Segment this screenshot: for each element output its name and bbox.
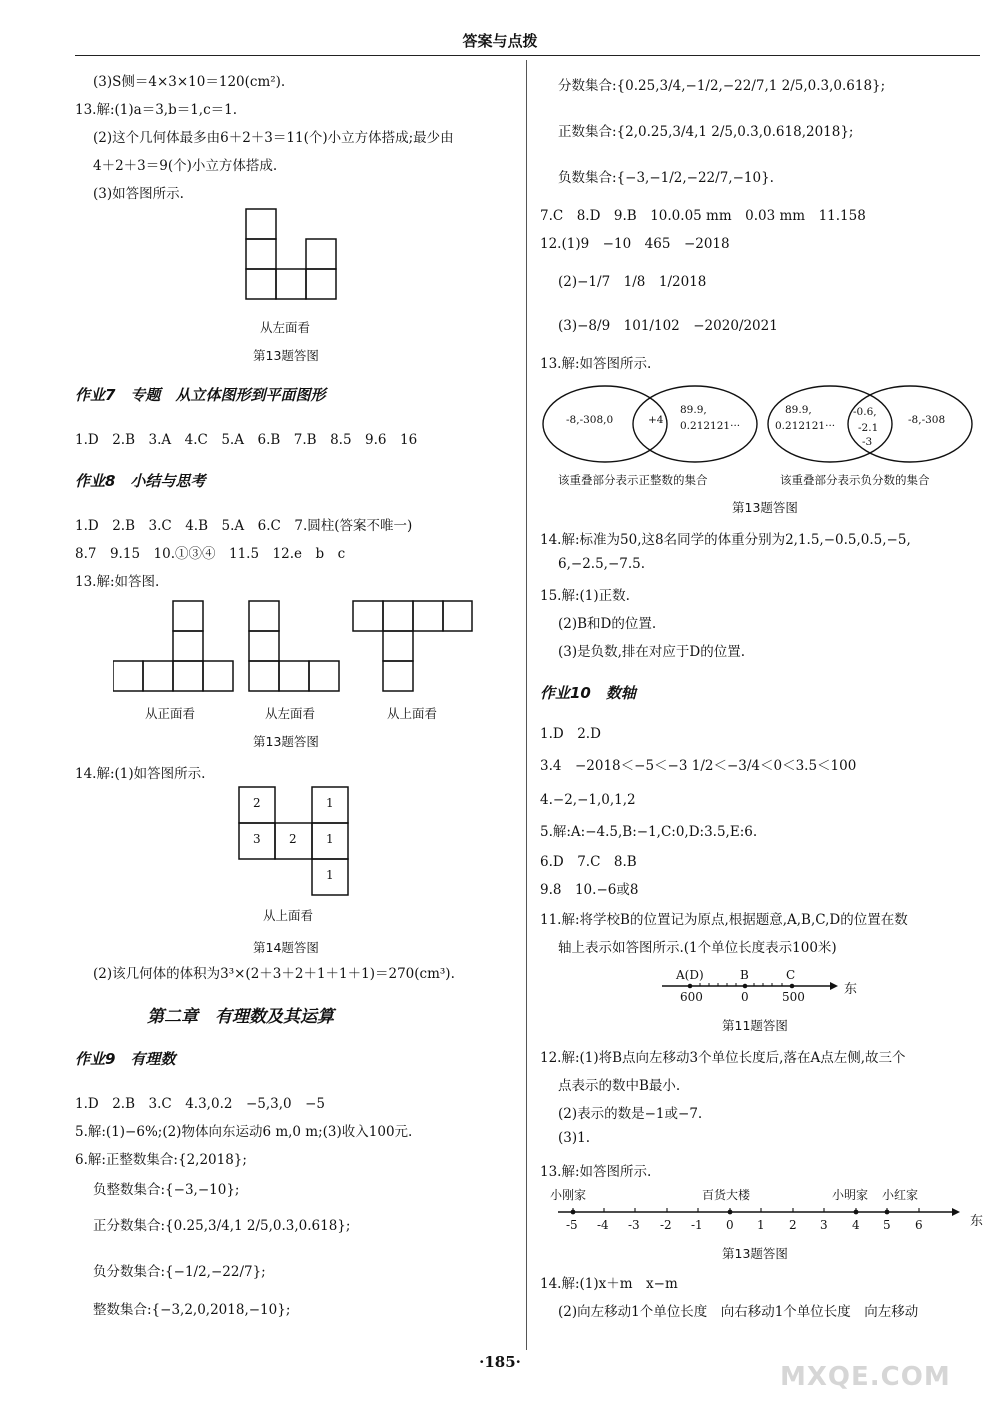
axis-tick-label: 2 xyxy=(789,1218,797,1232)
section-title: 作业7 专题 从立体图形到平面图形 xyxy=(75,386,326,404)
axis-point-label: A(D) xyxy=(676,968,704,982)
section-title: 作业10 数轴 xyxy=(540,684,636,702)
answer-line: 7.C 8.D 9.B 10.0.05 mm 0.03 mm 11.158 xyxy=(540,208,866,224)
axis-point-label: 小红家 xyxy=(882,1188,919,1202)
number-line-2 xyxy=(550,1184,990,1244)
figure-label: 从上面看 xyxy=(263,908,314,923)
cell-number: 2 xyxy=(289,832,297,846)
figure-label: 从正面看 xyxy=(145,706,196,721)
answer-line: 整数集合:{−3,2,0,2018,−10}; xyxy=(93,1302,291,1318)
text-line: 13.解:(1)a＝3,b＝1,c＝1. xyxy=(75,102,238,118)
figure-caption: 第13题答图 xyxy=(732,500,798,515)
answer-line: 4.−2,−1,0,1,2 xyxy=(540,792,636,808)
venn-text: -8,-308 xyxy=(908,414,946,426)
header-rule xyxy=(75,55,980,56)
axis-tick-label: 6 xyxy=(915,1218,923,1232)
answer-line: 14.解:标准为50,这8名同学的体重分别为2,1.5,−0.5,0.5,−5, xyxy=(540,532,911,548)
axis-tick-label: 3 xyxy=(820,1218,828,1232)
cell-number: 1 xyxy=(326,868,334,882)
chapter-title: 第二章 有理数及其运算 xyxy=(147,1007,334,1027)
answer-line: (3)是负数,排在对应于D的位置. xyxy=(558,644,746,660)
venn-text: 0.212121··· xyxy=(680,420,741,432)
axis-tick-label: -1 xyxy=(691,1218,703,1232)
answer-line: 12.(1)9 −10 465 −2018 xyxy=(540,236,730,252)
venn-text: -2.1 xyxy=(858,422,879,434)
axis-direction: 东 xyxy=(844,982,858,997)
left-view-figure xyxy=(245,208,345,300)
answer-line: 13.解:如答图. xyxy=(75,574,160,590)
section-title: 作业8 小结与思考 xyxy=(75,472,206,490)
page-number: ·185· xyxy=(479,1353,521,1371)
axis-tick-label: -2 xyxy=(660,1218,672,1232)
answer-line: 6,−2.5,−7.5. xyxy=(558,556,646,572)
axis-tick-label: 1 xyxy=(757,1218,765,1232)
figure-caption: 第13题答图 xyxy=(722,1246,788,1261)
answer-line: (3)1. xyxy=(558,1130,591,1146)
section-title: 作业9 有理数 xyxy=(75,1050,176,1068)
answer-line: 1.D 2.D xyxy=(540,726,601,742)
cell-number: 2 xyxy=(253,796,261,810)
figure-caption: 第11题答图 xyxy=(722,1018,788,1033)
axis-tick-label: 4 xyxy=(852,1218,860,1232)
answer-line: 负分数集合:{−1/2,−22/7}; xyxy=(93,1264,266,1280)
answer-line: (3)−8/9 101/102 −2020/2021 xyxy=(558,318,778,334)
axis-tick-label: 0 xyxy=(741,990,749,1004)
axis-point-label: 小明家 xyxy=(832,1188,869,1202)
cell-number: 1 xyxy=(326,796,334,810)
cell-number: 3 xyxy=(253,832,261,846)
figure-caption: 第13题答图 xyxy=(253,348,319,363)
top-view-figure xyxy=(238,786,350,898)
answer-line: (2)B和D的位置. xyxy=(558,616,657,632)
axis-point-label: B xyxy=(740,968,749,982)
answer-line: 14.解:(1)x＋m x−m xyxy=(540,1276,678,1292)
text-line: (3)如答图所示. xyxy=(93,186,184,202)
axis-tick-label: 5 xyxy=(883,1218,891,1232)
answer-line: 15.解:(1)正数. xyxy=(540,588,630,604)
answer-line: 正数集合:{2,0.25,3/4,1 2/5,0.3̇,0.618,2018}; xyxy=(558,124,854,140)
page-header: 答案与点拨 xyxy=(462,32,538,50)
venn-text: 89.9, xyxy=(785,404,812,416)
answer-line: 8.7 9.15 10.①③④ 11.5 12.e b c xyxy=(75,546,346,562)
watermark: MXQE.COM xyxy=(780,1362,951,1392)
venn-diagrams xyxy=(540,376,980,466)
axis-tick-label: -4 xyxy=(597,1218,609,1232)
answer-line: 13.解:如答图所示. xyxy=(540,1164,652,1180)
answer-line: (2)−1/7 1/8 1/2018 xyxy=(558,274,707,290)
venn-caption: 该重叠部分表示负分数的集合 xyxy=(780,473,930,487)
axis-point-label: 小刚家 xyxy=(550,1188,587,1202)
answer-line: (2)表示的数是−1或−7. xyxy=(558,1106,703,1122)
answer-line: 11.解:将学校B的位置记为原点,根据题意,A,B,C,D的位置在数 xyxy=(540,912,908,928)
answer-line: 6.解:正整数集合:{2,2018}; xyxy=(75,1152,247,1168)
venn-text: -8,-308,0 xyxy=(566,414,614,426)
text-line: 4＋2＋3＝9(个)小立方体搭成. xyxy=(93,158,278,174)
axis-direction: 东 xyxy=(970,1214,984,1229)
number-line-1 xyxy=(660,964,890,1014)
answer-line: 6.D 7.C 8.B xyxy=(540,854,637,870)
figure-label: 从上面看 xyxy=(387,706,438,721)
axis-tick-label: 500 xyxy=(782,990,805,1004)
text-line: (2)这个几何体最多由6＋2＋3＝11(个)小立方体搭成;最少由 xyxy=(93,130,454,146)
text-line: (2)该几何体的体积为3³×(2＋3＋2＋1＋1＋1)＝270(cm³). xyxy=(93,966,455,982)
answer-line: 分数集合:{0.25,3/4,−1/2,−22/7,1 2/5,0.3̇,0.618}; xyxy=(558,78,886,94)
axis-point-label: C xyxy=(786,968,796,982)
answer-line: (2)向左移动1个单位长度 向右移动1个单位长度 向左移动 xyxy=(558,1304,919,1320)
answer-line: 轴上表示如答图所示.(1个单位长度表示100米) xyxy=(558,940,837,956)
answer-line: 负整数集合:{−3,−10}; xyxy=(93,1182,240,1198)
answer-line: 5.解:A:−4.5,B:−1,C:0,D:3.5,E:6. xyxy=(540,824,758,840)
figure-caption: 第14题答图 xyxy=(253,940,319,955)
venn-text: -0.6, xyxy=(853,406,877,418)
answer-line: 1.D 2.B 3.C 4.B 5.A 6.C 7.圆柱(答案不唯一) xyxy=(75,518,413,534)
text-line: 14.解:(1)如答图所示. xyxy=(75,766,206,782)
answer-line: 13.解:如答图所示. xyxy=(540,356,652,372)
axis-point-label: 百货大楼 xyxy=(702,1188,751,1202)
answer-line: 3.4 −2018＜−5＜−3 1/2＜−3/4＜0＜3.5＜100 xyxy=(540,758,857,774)
column-divider xyxy=(526,60,527,1350)
answer-line: 9.8 10.−6或8 xyxy=(540,882,639,898)
answer-line: 正分数集合:{0.25,3/4,1 2/5,0.3̇,0.618}; xyxy=(93,1218,351,1234)
axis-tick-label: 600 xyxy=(680,990,703,1004)
axis-tick-label: -5 xyxy=(566,1218,578,1232)
answer-line: 5.解:(1)−6%;(2)物体向东运动6 m,0 m;(3)收入100元. xyxy=(75,1124,413,1140)
answer-line: 点表示的数中B最小. xyxy=(558,1078,681,1094)
venn-text: +4 xyxy=(648,414,664,426)
text-line: (3)S侧＝4×3×10＝120(cm²). xyxy=(93,74,286,90)
venn-caption: 该重叠部分表示正整数的集合 xyxy=(558,473,708,487)
axis-tick-label: -3 xyxy=(628,1218,640,1232)
venn-text: -3 xyxy=(862,436,873,448)
cell-number: 1 xyxy=(326,832,334,846)
figure-caption: 第13题答图 xyxy=(253,734,319,749)
answer-line: 负数集合:{−3,−1/2,−22/7,−10}. xyxy=(558,170,774,186)
figure-label: 从左面看 xyxy=(265,706,316,721)
axis-tick-label: 0 xyxy=(726,1218,734,1232)
venn-text: 89.9, xyxy=(680,404,707,416)
answer-line: 1.D 2.B 3.C 4.3,0.2 −5,3,0 −5 xyxy=(75,1096,326,1112)
answer-line: 12.解:(1)将B点向左移动3个单位长度后,落在A点左侧,故三个 xyxy=(540,1050,906,1066)
venn-text: 0.212121··· xyxy=(775,420,836,432)
answer-line: 1.D 2.B 3.A 4.C 5.A 6.B 7.B 8.5 9.6 16 xyxy=(75,432,418,448)
figure-label: 从左面看 xyxy=(260,320,311,335)
three-views-figure xyxy=(113,600,473,692)
